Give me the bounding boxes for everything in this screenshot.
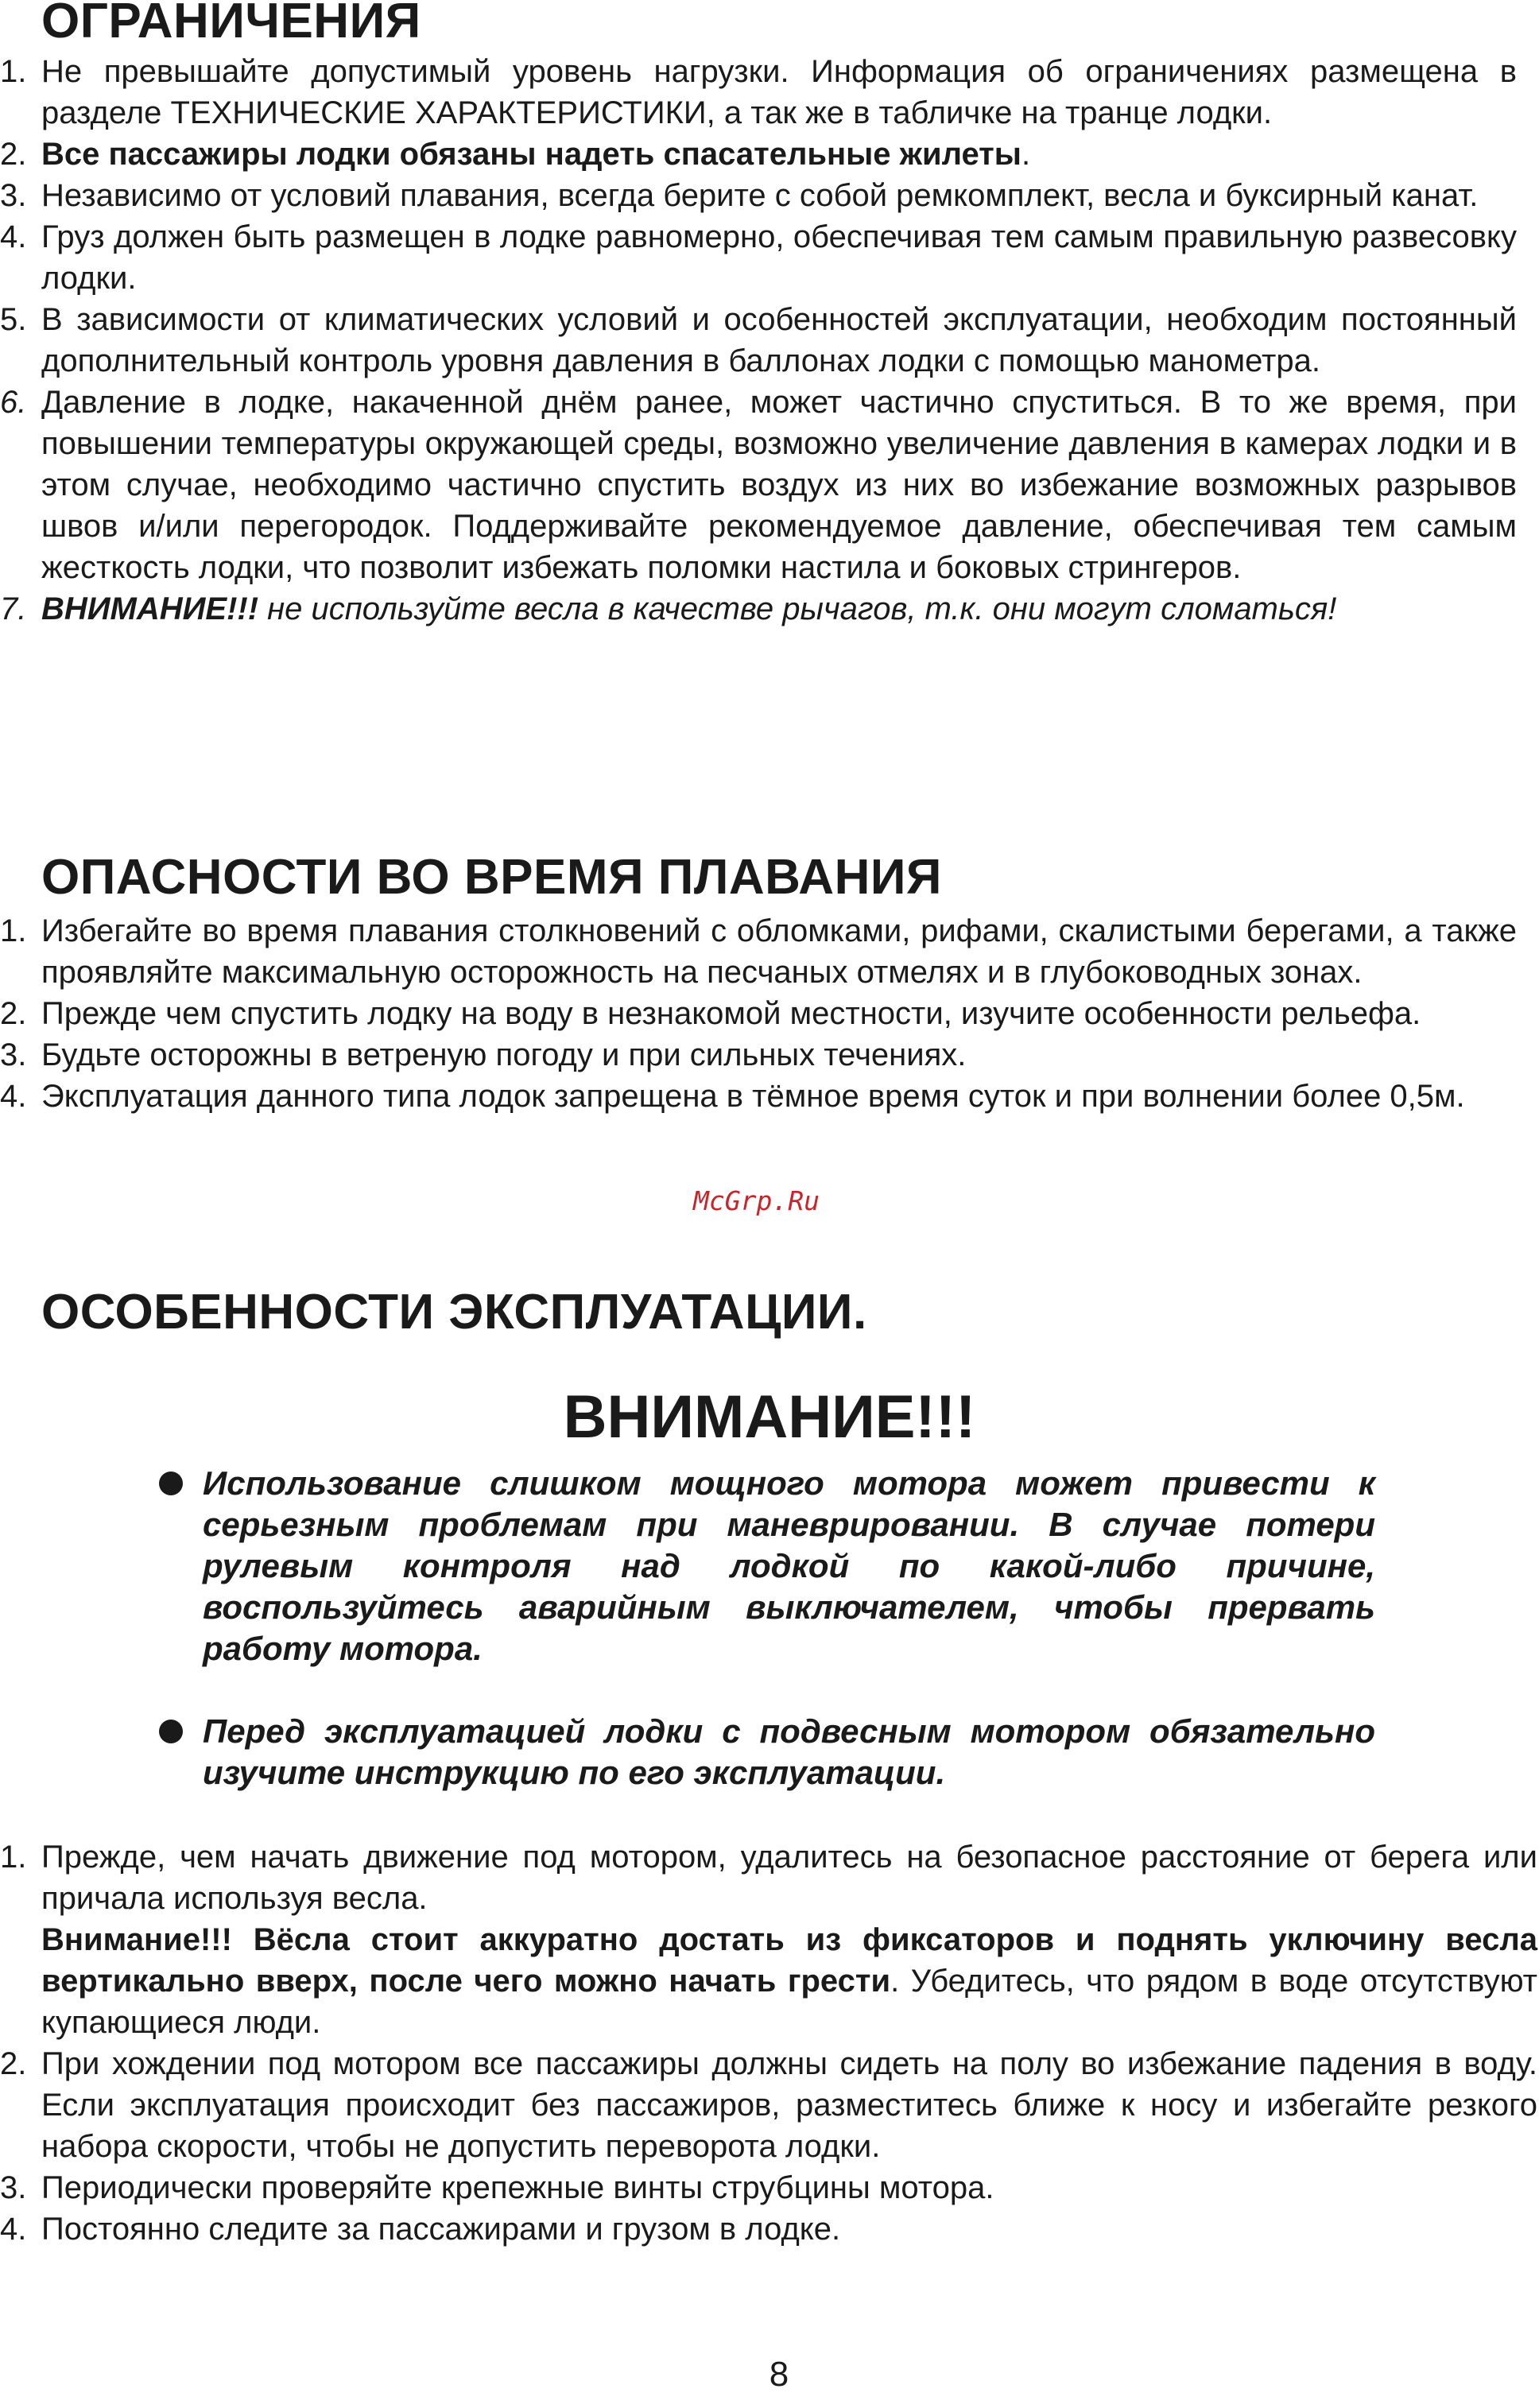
limitations-list bbox=[0, 51, 1517, 630]
bullet-text: Использование слишком мощного мотора может привести к серьезным проблемам при маневрировании. В случае потери рулевым контроля над лодкой по какой-либо причине, воспользуйтесь аварийным выключателем, чтобы прервать работу мотора. bbox=[203, 1464, 1375, 1667]
item-text: Прежде, чем начать движение под мотором, удалитесь на безопасное расстояние от берега или причала используя весла. bbox=[41, 1840, 1537, 1916]
item-bold-text: Все пассажиры лодки обязаны надеть спасательные жилеты bbox=[41, 137, 1021, 172]
list-item bbox=[0, 2167, 1537, 2208]
warning-title: ВНИМАНИЕ!!! bbox=[563, 1383, 976, 1451]
section-title-limitations: ОГРАНИЧЕНИЯ bbox=[41, 0, 421, 48]
list-item bbox=[0, 910, 1517, 993]
item-number: 2. bbox=[0, 137, 27, 172]
item-text: В зависимости от климатических условий и особенностей эксплуатации, необходим постоянный дополнительный контроль уровня давления в баллонах лодки с помощью манометра. bbox=[41, 302, 1517, 378]
item-text: Постоянно следите за пассажирами и грузом в лодке. bbox=[41, 2212, 841, 2247]
list-item bbox=[0, 993, 1517, 1034]
item-number: 1. bbox=[0, 913, 27, 948]
list-item bbox=[0, 382, 1517, 588]
item-number: 7. bbox=[0, 591, 27, 626]
item-text: Эксплуатация данного типа лодок запрещена в тёмное время суток и при волнении более 0,5м. bbox=[41, 1079, 1465, 1114]
watermark: McGrp.Ru bbox=[693, 1185, 820, 1216]
item-bold-text: ВНИМАНИЕ!!! bbox=[41, 591, 259, 626]
section-title-dangers: ОПАСНОСТИ ВО ВРЕМЯ ПЛАВАНИЯ bbox=[41, 850, 942, 905]
item-text: не используйте весла в качестве рычагов, т.к. они могут сломаться! bbox=[258, 591, 1337, 626]
item-text: Груз должен быть размещен в лодке равномерно, обеспечивая тем самым правильную развесовку лодки. bbox=[41, 219, 1517, 296]
item-number: 2. bbox=[0, 2046, 27, 2081]
item-number: 2. bbox=[0, 996, 27, 1031]
item-number: 4. bbox=[0, 219, 27, 254]
item-text: При хождении под мотором все пассажиры должны сидеть на полу во избежание падения в воду. Если эксплуатация происходит без пассажиров, разместитесь ближе к носу и избегайте резкого набора скорости, чтобы не допустить переворота лодки. bbox=[41, 2046, 1537, 2164]
list-item bbox=[0, 299, 1517, 382]
item-number: 4. bbox=[0, 1079, 27, 1114]
item-number: 5. bbox=[0, 302, 27, 337]
section-title-operation: ОСОБЕННОСТИ ЭКСПЛУАТАЦИИ. bbox=[41, 1285, 867, 1340]
item-text: Не превышайте допустимый уровень нагрузки. Информация об ограничениях размещена в разделе ТЕХНИЧЕСКИЕ ХАРАКТЕРИСТИКИ, а так же в табличке на транце лодки. bbox=[41, 54, 1517, 130]
item-number: 3. bbox=[0, 178, 27, 213]
list-item bbox=[0, 175, 1517, 216]
list-item bbox=[0, 1076, 1517, 1117]
bullet-dot-icon bbox=[159, 1472, 183, 1495]
item-text: Давление в лодке, накаченной днём ранее, может частично спуститься. В то же время, при повышении температуры окружающей среды, возможно увеличение давления в камерах лодки и в этом случае, необходимо частично спустить воздух из них во избежание возможных разрывов швов и/или перегородок. Поддерживайте рекомендуемое давление, обеспечивая тем самым жесткость лодки, что позволит избежать поломки настила и боковых стрингеров. bbox=[41, 385, 1517, 585]
operation-list bbox=[0, 1836, 1537, 2250]
item-bold-text: Внимание!!! Вёсла стоит аккуратно достать из фиксаторов и поднять уключину весла вертикально вверх, после чего можно начать грести bbox=[41, 1922, 1537, 1999]
item-text: . Убедитесь, что рядом в воде отсутствуют купающиеся люди. bbox=[41, 1964, 1538, 2040]
bullet-dot-icon bbox=[159, 1720, 183, 1743]
list-item bbox=[0, 216, 1517, 299]
item-text: Периодически проверяйте крепежные винты струбцины мотора. bbox=[41, 2170, 994, 2205]
item-text: Прежде чем спустить лодку на воду в незнакомой местности, изучите особенности рельефа. bbox=[41, 996, 1421, 1031]
page-number: 8 bbox=[769, 2355, 789, 2394]
bullet-text: Перед эксплуатацией лодки с подвесным мотором обязательно изучите инструкцию по его эксплуатации. bbox=[203, 1712, 1375, 1791]
warning-bullets bbox=[159, 1463, 1375, 1793]
item-text: . bbox=[1021, 137, 1031, 172]
warning-bullet bbox=[159, 1711, 1375, 1793]
item-number: 3. bbox=[0, 1037, 27, 1072]
list-item bbox=[0, 588, 1517, 630]
list-item bbox=[0, 1034, 1517, 1076]
list-item bbox=[0, 2208, 1537, 2250]
list-item bbox=[0, 2043, 1537, 2167]
item-text: Будьте осторожны в ветреную погоду и при сильных течениях. bbox=[41, 1037, 967, 1072]
list-item bbox=[0, 134, 1517, 175]
item-text: Независимо от условий плавания, всегда берите с собой ремкомплект, весла и буксирный канат. bbox=[41, 178, 1479, 213]
dangers-list bbox=[0, 910, 1517, 1117]
item-number: 4. bbox=[0, 2212, 27, 2247]
item-number: 1. bbox=[0, 54, 27, 89]
item-number: 6. bbox=[0, 385, 27, 420]
item-number: 3. bbox=[0, 2170, 27, 2205]
warning-bullet bbox=[159, 1463, 1375, 1669]
list-item bbox=[0, 1836, 1537, 2043]
item-text: Избегайте во время плавания столкновений с обломками, рифами, скалистыми берегами, а также проявляйте максимальную осторожность на песчаных отмелях и в глубоководных зонах. bbox=[41, 913, 1517, 990]
item-number: 1. bbox=[0, 1840, 27, 1875]
list-item bbox=[0, 51, 1517, 134]
